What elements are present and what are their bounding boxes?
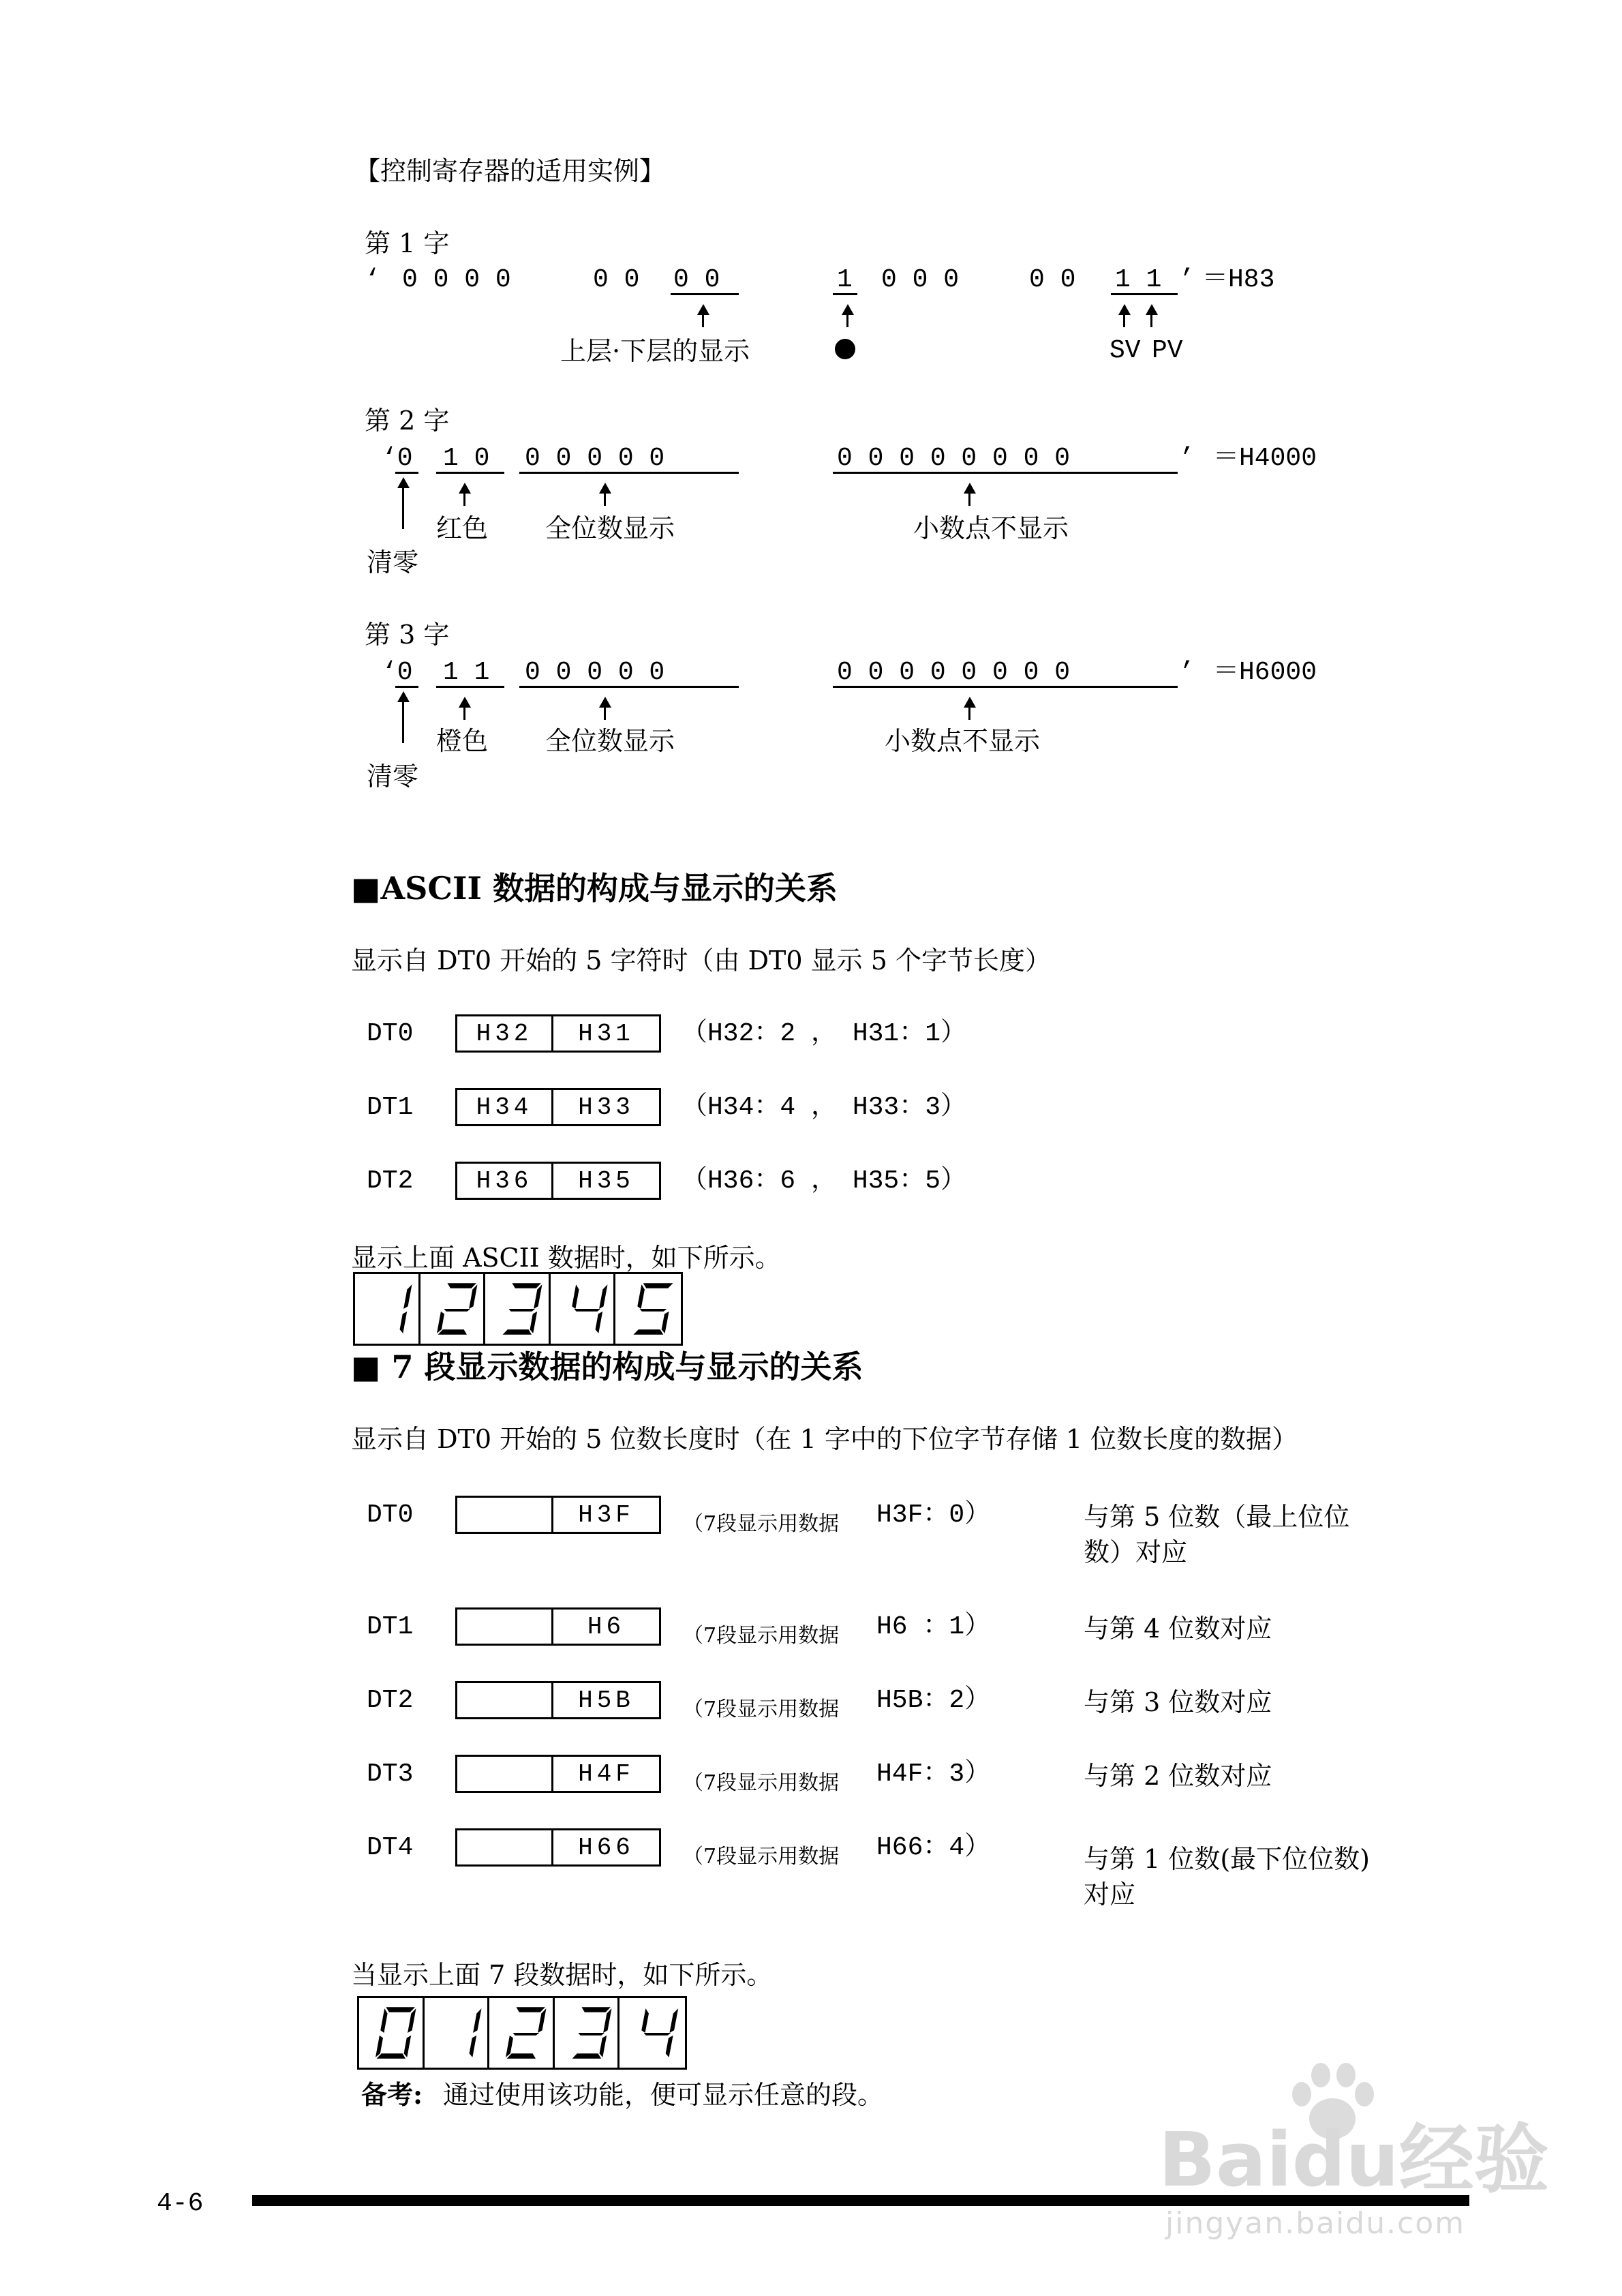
seg-row-desc: 与第 1 位数(最下位位数) xyxy=(1084,1844,1370,1874)
word1-bits-c: 0 0 xyxy=(673,265,720,294)
segment-c xyxy=(404,2036,412,2057)
seven-seg-digit xyxy=(555,1998,620,2068)
seven-seg-digit xyxy=(615,1274,681,1344)
seg-row-dt: DT4 xyxy=(367,1833,414,1862)
arrow-stem xyxy=(402,487,404,529)
seven-seg-digit xyxy=(420,1274,486,1344)
word1-underline-g xyxy=(1111,293,1178,295)
register-low-byte: H33 xyxy=(551,1090,659,1124)
register-low-byte: H66 xyxy=(551,1830,659,1864)
word3-note-color: 橙色 xyxy=(436,726,489,756)
segment-d xyxy=(507,2053,536,2059)
segment-g xyxy=(640,1309,667,1312)
seven-seg-digit xyxy=(551,1274,616,1344)
register-high-byte-empty xyxy=(457,1683,551,1717)
segment-f xyxy=(638,1284,645,1309)
word2-underline-clear xyxy=(395,472,418,474)
register-low-byte: H3F xyxy=(551,1498,659,1532)
seg-row-note-value: H5B：2） xyxy=(876,1686,991,1715)
segment-a xyxy=(512,1283,541,1288)
word1-open-quote: ‘ xyxy=(365,265,380,294)
segment-b xyxy=(473,2008,481,2033)
segment-c xyxy=(400,1312,408,1333)
ascii-row-note: （H36：6 ， H35：5） xyxy=(682,1166,967,1196)
word1-bits-a: 0 0 0 0 xyxy=(402,265,511,294)
segment-a xyxy=(447,1283,476,1288)
register-high-byte: H32 xyxy=(476,1019,533,1048)
register-high-byte-empty xyxy=(457,1610,551,1644)
word3-bits-color: 1 1 xyxy=(443,658,490,687)
segment-g xyxy=(513,2033,540,2036)
word2-underline-digits xyxy=(519,472,739,474)
word2-note-point: 小数点不显示 xyxy=(913,513,1069,543)
word2-result: ＝H4000 xyxy=(1213,444,1317,473)
segment-c xyxy=(469,2036,476,2057)
segment-f xyxy=(572,1284,579,1309)
arrow-stem xyxy=(463,492,465,506)
word1-bits-e: 0 0 0 xyxy=(881,265,960,294)
seg-row-desc: 与第 3 位数对应 xyxy=(1084,1687,1272,1717)
seg-row-note-label: （7段显示用数据 xyxy=(683,1512,840,1536)
segment-c xyxy=(595,1312,602,1333)
seg-row-note-value: H66：4） xyxy=(876,1833,991,1862)
seg-caption: 当显示上面 7 段数据时，如下所示。 xyxy=(351,1960,773,1990)
seg-row-desc-cont: 对应 xyxy=(1084,1879,1136,1909)
word1-underline-d xyxy=(833,293,857,295)
segment-d xyxy=(634,1329,664,1335)
word2-underline-color xyxy=(436,472,504,474)
seven-seg-digit xyxy=(489,1998,555,2068)
word1-close-quote: ’ xyxy=(1179,265,1195,294)
arrow-stem xyxy=(702,314,704,327)
seg-row-note-label: （7段显示用数据 xyxy=(683,1624,840,1648)
arrow-stem xyxy=(846,314,848,327)
register-high-byte-empty xyxy=(457,1498,551,1532)
register-low-byte: H5B xyxy=(551,1683,659,1717)
ascii-row-dt: DT0 xyxy=(367,1019,414,1048)
seg-register-box xyxy=(455,1681,661,1719)
arrow-stem xyxy=(604,706,606,720)
word1-bits-g: 1 1 xyxy=(1115,265,1162,294)
seg-row-desc-cont: 数）对应 xyxy=(1084,1537,1188,1567)
segment-f xyxy=(380,2008,387,2033)
seven-seg-digit xyxy=(425,1998,490,2068)
seg-heading: ■ 7 段显示数据的构成与显示的关系 xyxy=(351,1348,863,1385)
page-title: 【控制寄存器的适用实例】 xyxy=(354,156,666,186)
segment-a xyxy=(517,2007,545,2012)
segment-b xyxy=(670,2008,679,2033)
watermark-url: jingyan.baidu.com xyxy=(1165,2206,1466,2241)
segment-c xyxy=(666,2036,673,2057)
word2-close-quote: ’ xyxy=(1179,444,1195,473)
segment-c xyxy=(530,1312,538,1333)
page-number: 4-6 xyxy=(157,2189,204,2218)
seg-row-note-label: （7段显示用数据 xyxy=(683,1771,840,1795)
arrow-stem xyxy=(968,492,970,506)
seven-seg-digit xyxy=(485,1274,551,1344)
word3-note-point: 小数点不显示 xyxy=(885,726,1041,756)
arrow-stem xyxy=(1123,314,1125,327)
segment-g xyxy=(578,2033,605,2036)
ascii-row-note: （H32：2 ， H31：1） xyxy=(682,1019,967,1048)
seg-row-note-value: H6 ：1） xyxy=(876,1612,991,1642)
word3-bits-clear: ‘0 xyxy=(382,658,413,687)
ascii-caption: 显示上面 ASCII 数据时，如下所示。 xyxy=(351,1243,781,1273)
ascii-register-box xyxy=(455,1088,661,1126)
seg-row-desc: 与第 5 位数（最上位位 xyxy=(1084,1502,1350,1532)
seg-row-note-value: H3F：0） xyxy=(876,1500,991,1530)
register-low-byte: H31 xyxy=(551,1016,659,1051)
register-low-byte: H35 xyxy=(551,1164,659,1198)
register-high-byte-empty xyxy=(457,1830,551,1864)
segment-d xyxy=(503,1329,532,1335)
register-high-byte: H36 xyxy=(476,1166,533,1195)
word3-note-clear: 清零 xyxy=(367,761,419,791)
register-low-byte: H4F xyxy=(551,1757,659,1791)
segment-c xyxy=(599,2036,607,2057)
seven-seg-digit xyxy=(355,1274,420,1344)
word2-bits-digits: 0 0 0 0 0 xyxy=(525,444,665,473)
seven-seg-digit xyxy=(359,1998,425,2068)
segment-g xyxy=(444,1309,470,1312)
bullet-dot-icon xyxy=(835,339,855,359)
segment-a xyxy=(386,2007,414,2012)
ascii-heading: ■ASCII 数据的构成与显示的关系 xyxy=(351,870,838,907)
word1-note-pv: PV xyxy=(1152,336,1183,365)
segment-a xyxy=(643,1283,673,1288)
segment-g xyxy=(574,1309,600,1312)
seg-row-dt: DT3 xyxy=(367,1759,414,1789)
ascii-register-box xyxy=(455,1162,661,1200)
register-low-byte: H6 xyxy=(551,1610,659,1644)
word3-close-quote: ’ xyxy=(1179,658,1195,687)
watermark-brand: Baidu经验 xyxy=(1159,2116,1549,2203)
segment-f xyxy=(642,2008,649,2033)
register-high-byte-empty xyxy=(457,1757,551,1791)
word3-underline-digits xyxy=(519,686,739,688)
ascii-row-dt: DT1 xyxy=(367,1093,414,1122)
seg-register-box xyxy=(455,1755,661,1793)
seg-intro: 显示自 DT0 开始的 5 位数长度时（在 1 字中的下位字节存储 1 位数长度的数据） xyxy=(351,1424,1298,1454)
word3-note-digits: 全位数显示 xyxy=(545,726,675,756)
seg-row-note-label: （7段显示用数据 xyxy=(683,1845,840,1869)
arrow-stem xyxy=(1150,314,1152,327)
segment-g xyxy=(509,1309,536,1312)
seg-register-box xyxy=(455,1828,661,1867)
word2-bits-color: 1 0 xyxy=(443,444,490,473)
arrow-stem xyxy=(968,706,970,720)
segment-c xyxy=(662,1312,669,1333)
ascii-seven-seg-display xyxy=(353,1272,683,1346)
ascii-row-dt: DT2 xyxy=(367,1166,414,1196)
word3-bits-right: 0 0 0 0 0 0 0 0 xyxy=(837,658,1071,687)
seg-row-dt: DT1 xyxy=(367,1612,414,1642)
word3-underline-right xyxy=(833,686,1178,688)
word3-underline-color xyxy=(436,686,504,688)
word3-bits-digits: 0 0 0 0 0 xyxy=(525,658,665,687)
seg-row-note-value: H4F：3） xyxy=(876,1759,991,1789)
word3-underline-clear xyxy=(395,686,418,688)
register-high-byte: H34 xyxy=(476,1093,533,1121)
ascii-register-box xyxy=(455,1014,661,1053)
word1-result: ＝H83 xyxy=(1202,265,1275,294)
word2-bits-right: 0 0 0 0 0 0 0 0 xyxy=(837,444,1071,473)
word2-note-digits: 全位数显示 xyxy=(545,513,675,543)
arrow-stem xyxy=(604,492,606,506)
word1-bits-b: 0 0 xyxy=(593,265,640,294)
segment-g xyxy=(644,2033,671,2036)
seg-row-dt: DT0 xyxy=(367,1500,414,1530)
seven-seg-digit xyxy=(619,1998,685,2068)
seg-register-box xyxy=(455,1496,661,1534)
seg-register-box xyxy=(455,1607,661,1646)
segment-d xyxy=(377,2053,406,2059)
word3-label: 第 3 字 xyxy=(365,620,450,650)
seg-row-note-label: （7段显示用数据 xyxy=(683,1697,840,1721)
word1-note-updown: 上层·下层的显示 xyxy=(560,336,750,366)
word2-bits-clear: ‘0 xyxy=(382,444,413,473)
word3-result: ＝H6000 xyxy=(1213,658,1317,687)
remark-label: 备考: xyxy=(361,2079,423,2110)
word1-underline-c xyxy=(671,293,739,295)
word2-note-color: 红色 xyxy=(436,513,489,543)
segment-b xyxy=(599,1284,607,1309)
ascii-row-note: （H34：4 ， H33：3） xyxy=(682,1093,967,1122)
word2-label: 第 2 字 xyxy=(365,406,450,436)
word2-underline-right xyxy=(833,472,1178,474)
arrow-stem xyxy=(402,701,404,743)
segment-d xyxy=(438,1329,466,1335)
seg-row-desc: 与第 4 位数对应 xyxy=(1084,1614,1272,1644)
word2-note-clear: 清零 xyxy=(367,547,419,577)
seg-seven-seg-display xyxy=(357,1996,687,2070)
arrow-stem xyxy=(463,706,465,720)
segment-a xyxy=(581,2007,610,2012)
segment-b xyxy=(403,1284,412,1309)
word1-note-sv: SV xyxy=(1110,336,1141,365)
word1-label: 第 1 字 xyxy=(365,228,450,258)
segment-d xyxy=(572,2053,600,2059)
ascii-intro: 显示自 DT0 开始的 5 字符时（由 DT0 显示 5 个字节长度） xyxy=(351,946,1051,976)
seg-row-dt: DT2 xyxy=(367,1686,414,1715)
word1-bits-f: 0 0 xyxy=(1029,265,1076,294)
seg-row-desc: 与第 2 位数对应 xyxy=(1084,1761,1272,1791)
word1-bits-d: 1 xyxy=(837,265,853,294)
remark-text: 通过使用该功能，便可显示任意的段。 xyxy=(443,2080,884,2110)
